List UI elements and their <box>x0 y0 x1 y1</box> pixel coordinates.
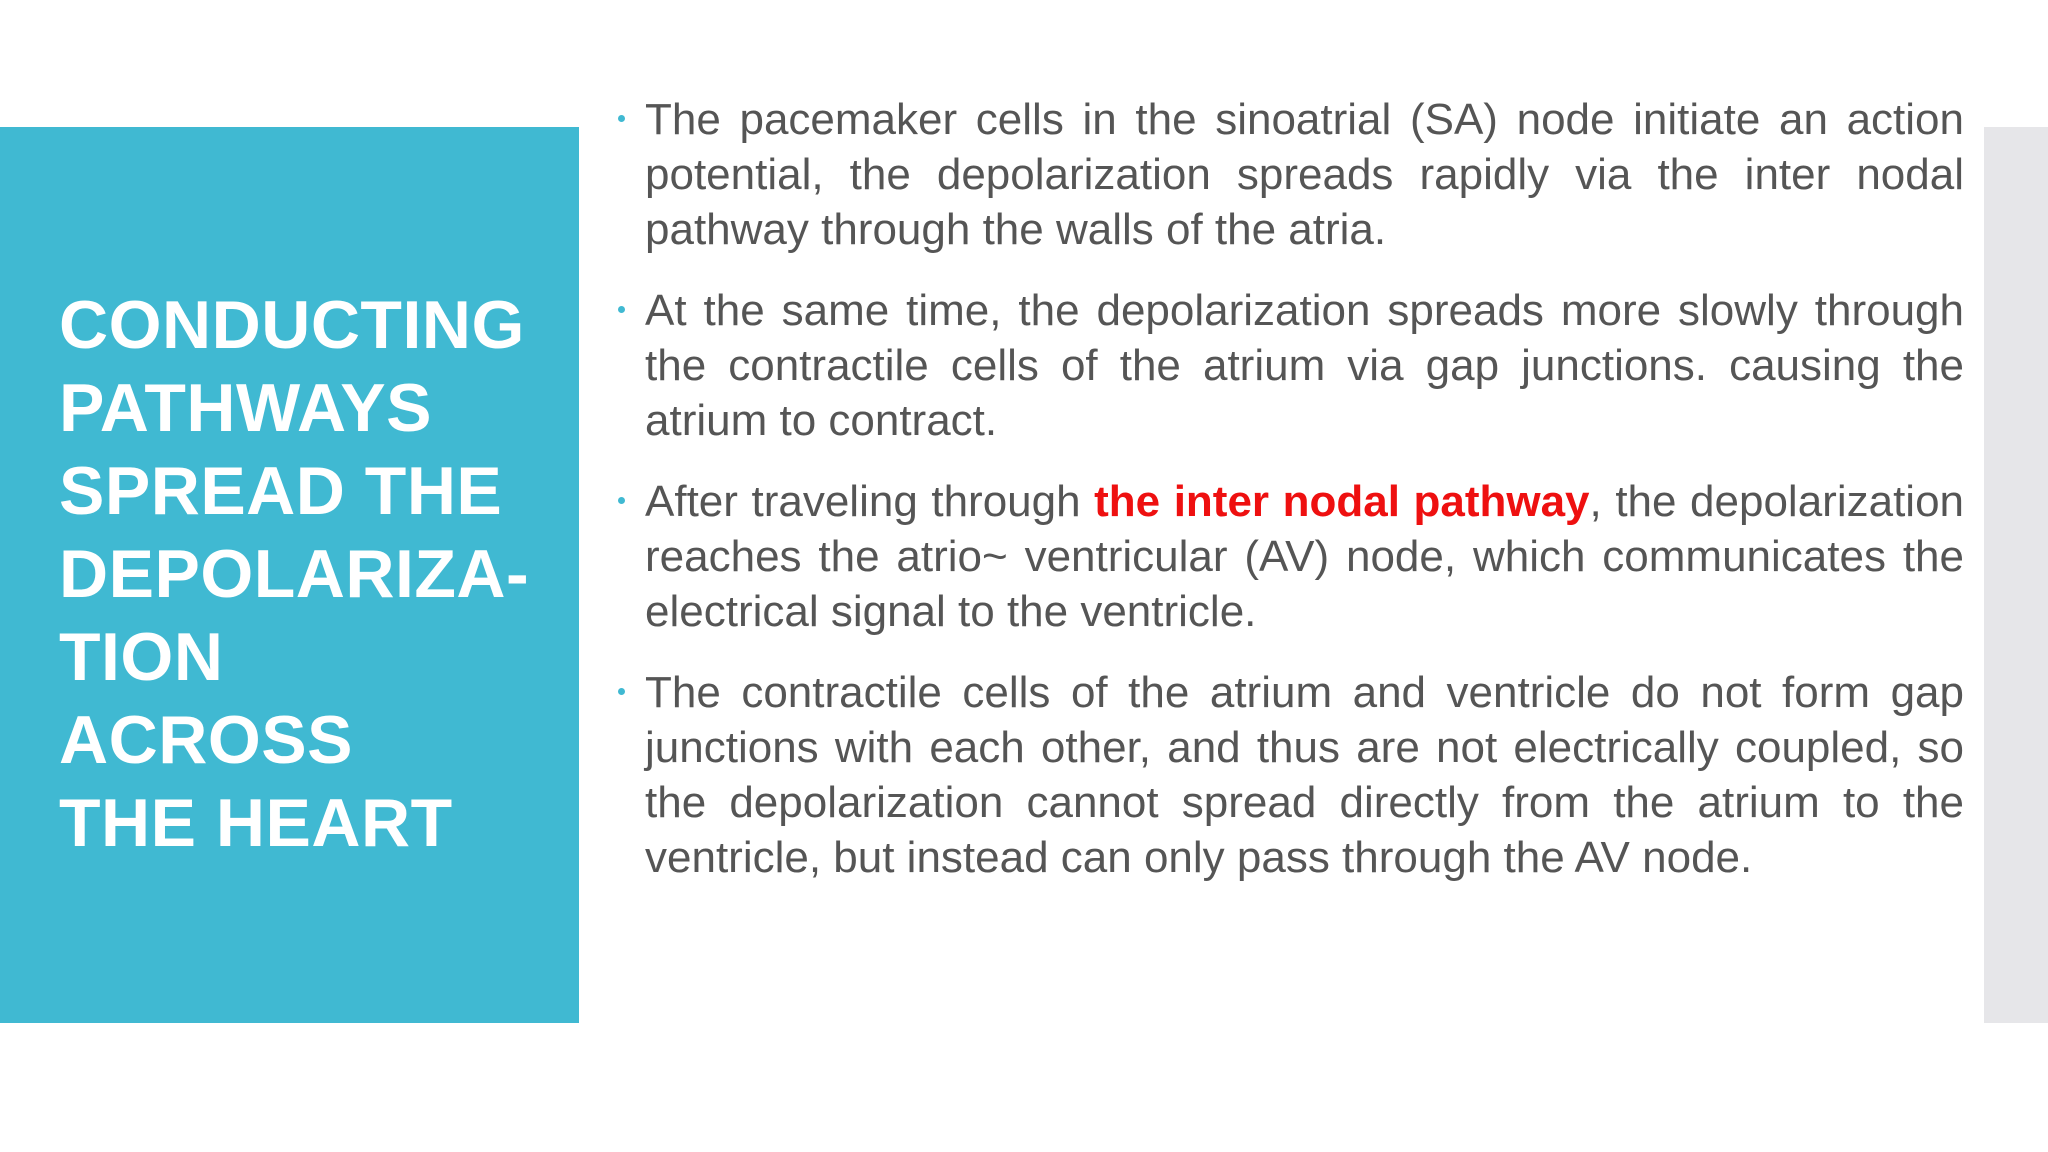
bullet-text <box>645 92 1964 257</box>
bullet-dot-icon <box>618 497 625 504</box>
slide-title-line: SPREAD THE <box>59 453 503 529</box>
bullet-text-plain: The pacemaker cells in the sinoatrial (SA) node initiate an action potential, the depolarization spreads rapidly via the inter nodal pathway through the walls of the atria. <box>645 95 1964 254</box>
slide-title-line: THE HEART <box>59 785 453 861</box>
slide-title-line: TION <box>59 619 224 695</box>
bullet-text-plain: The contractile cells of the atrium and ventricle do not form gap junctions with each other, and thus are not electrically coupled, so the depolarization cannot spread directly from the atrium to the ventricle, but instead can only pass through the AV node. <box>645 668 1964 882</box>
bullet-text <box>645 665 1964 885</box>
bullet-item <box>612 283 1964 448</box>
slide-title-line: CONDUCTING <box>59 287 525 363</box>
slide-title-line: ACROSS <box>59 702 353 778</box>
bullet-text-plain: At the same time, the depolarization spreads more slowly through the contractile cells of the atrium via gap junctions. causing the atrium to contract. <box>645 286 1964 445</box>
bullet-list <box>612 92 1964 911</box>
bullet-item <box>612 474 1964 639</box>
bullet-text <box>645 474 1964 639</box>
bullet-text-plain: , the depolarization reaches the atrio~ ventricular (AV) node, which communicates the electrical signal to the ventricle. <box>645 477 1965 636</box>
bullet-text-plain: After traveling through <box>645 477 1095 526</box>
bullet-item <box>612 665 1964 885</box>
bullet-dot-icon <box>618 306 625 313</box>
bullet-dot-icon <box>618 115 625 122</box>
side-decoration-strip <box>1984 127 2048 1023</box>
slide-title-line: PATHWAYS <box>59 370 433 446</box>
bullet-dot-icon <box>618 688 625 695</box>
bullet-text <box>645 283 1964 448</box>
bullet-text-highlight: the inter nodal pathway <box>1094 477 1590 526</box>
slide-title <box>59 284 559 865</box>
slide-title-line: DEPOLARIZA- <box>59 536 530 612</box>
bullet-item <box>612 92 1964 257</box>
